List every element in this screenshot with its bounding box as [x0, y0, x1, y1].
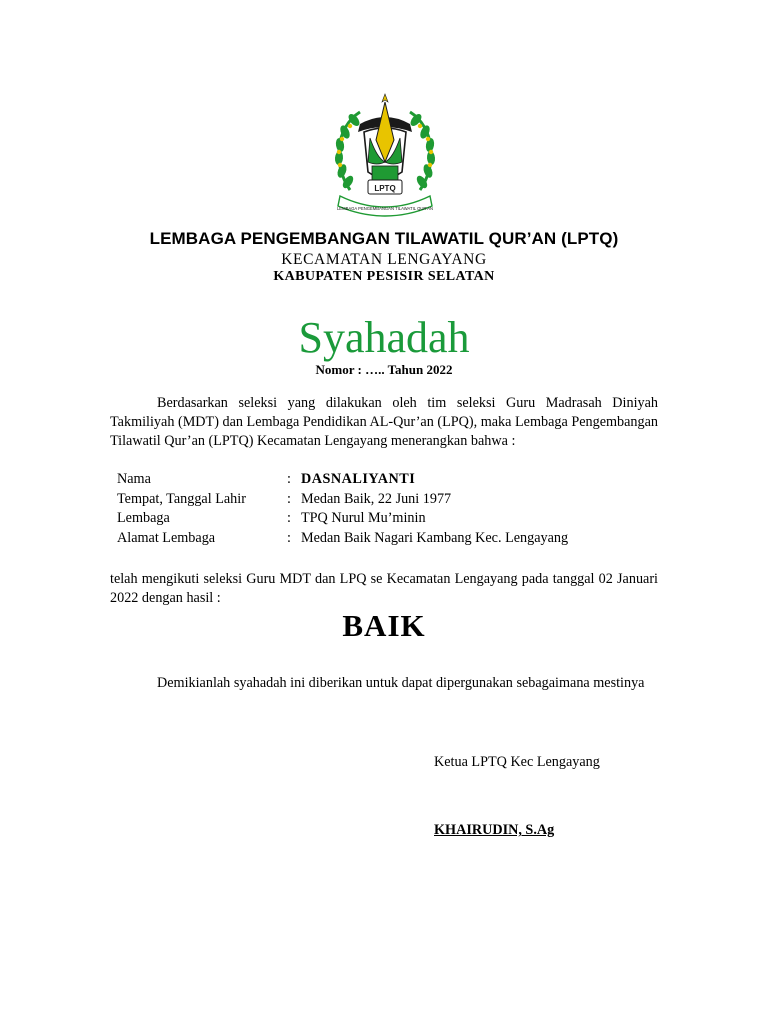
intro-paragraph: Berdasarkan seleksi yang dilakukan oleh tim seleksi Guru Madrasah Diniyah Takmiliyah (MDT) dan Lembaga Pendidikan AL-Qur’an (LPQ), maka Lembaga Pengembangan Tilawatil Qur’an (LPTQ) Kecamatan Lengayang menerangkan bahwa : — [110, 395, 658, 449]
signatory-role: Ketua LPTQ Kec Lengayang — [434, 754, 600, 770]
institution-name: TPQ Nurul Mu’minin — [301, 510, 426, 526]
detail-row-institution — [117, 509, 568, 529]
result-grade: BAIK — [342, 608, 426, 643]
detail-row-name — [117, 470, 568, 490]
recipient-details — [117, 470, 568, 548]
statement-paragraph: telah mengikuti seleksi Guru MDT dan LPQ se Kecamatan Lengayang pada tanggal 02 Januari 2022 dengan hasil : — [110, 571, 658, 606]
birth-place-date: Medan Baik, 22 Juni 1977 — [301, 490, 452, 507]
detail-label: Lembaga — [117, 510, 170, 526]
recipient-name: DASNALIYANTI — [301, 471, 416, 487]
detail-separator: : — [287, 471, 291, 487]
detail-separator: : — [287, 490, 291, 507]
ribbon-text: LEMBAGA PENGEMBANGAN TILAWATIL QUR'AN — [336, 206, 434, 211]
detail-separator: : — [287, 510, 291, 526]
lptq-logo — [330, 92, 440, 222]
certificate-number: Nomor : ….. Tahun 2022 — [315, 362, 453, 377]
closing-paragraph: Demikianlah syahadah ini diberikan untuk dapat dipergunakan sebagaimana mestinya — [157, 675, 645, 691]
organization-title: LEMBAGA PENGEMBANGAN TILAWATIL QUR’AN (LPTQ) — [149, 229, 619, 248]
signatory-name: KHAIRUDIN, S.Ag — [434, 822, 555, 838]
star-icon — [382, 94, 388, 102]
detail-row-birth — [117, 490, 568, 510]
emblem-shield-text: LPTQ — [374, 184, 396, 193]
detail-label: Tempat, Tanggal Lahir — [117, 490, 246, 507]
institution-address: Medan Baik Nagari Kambang Kec. Lengayang — [301, 529, 569, 546]
detail-label: Alamat Lembaga — [117, 529, 216, 546]
emblem-body — [358, 102, 412, 194]
detail-separator: : — [287, 529, 291, 546]
district-name: KECAMATAN LENGAYANG — [281, 251, 487, 268]
certificate-title: Syahadah — [298, 313, 470, 362]
regency-name: KABUPATEN PESISIR SELATAN — [273, 269, 495, 284]
detail-row-address — [117, 529, 568, 549]
detail-label: Nama — [117, 471, 151, 487]
